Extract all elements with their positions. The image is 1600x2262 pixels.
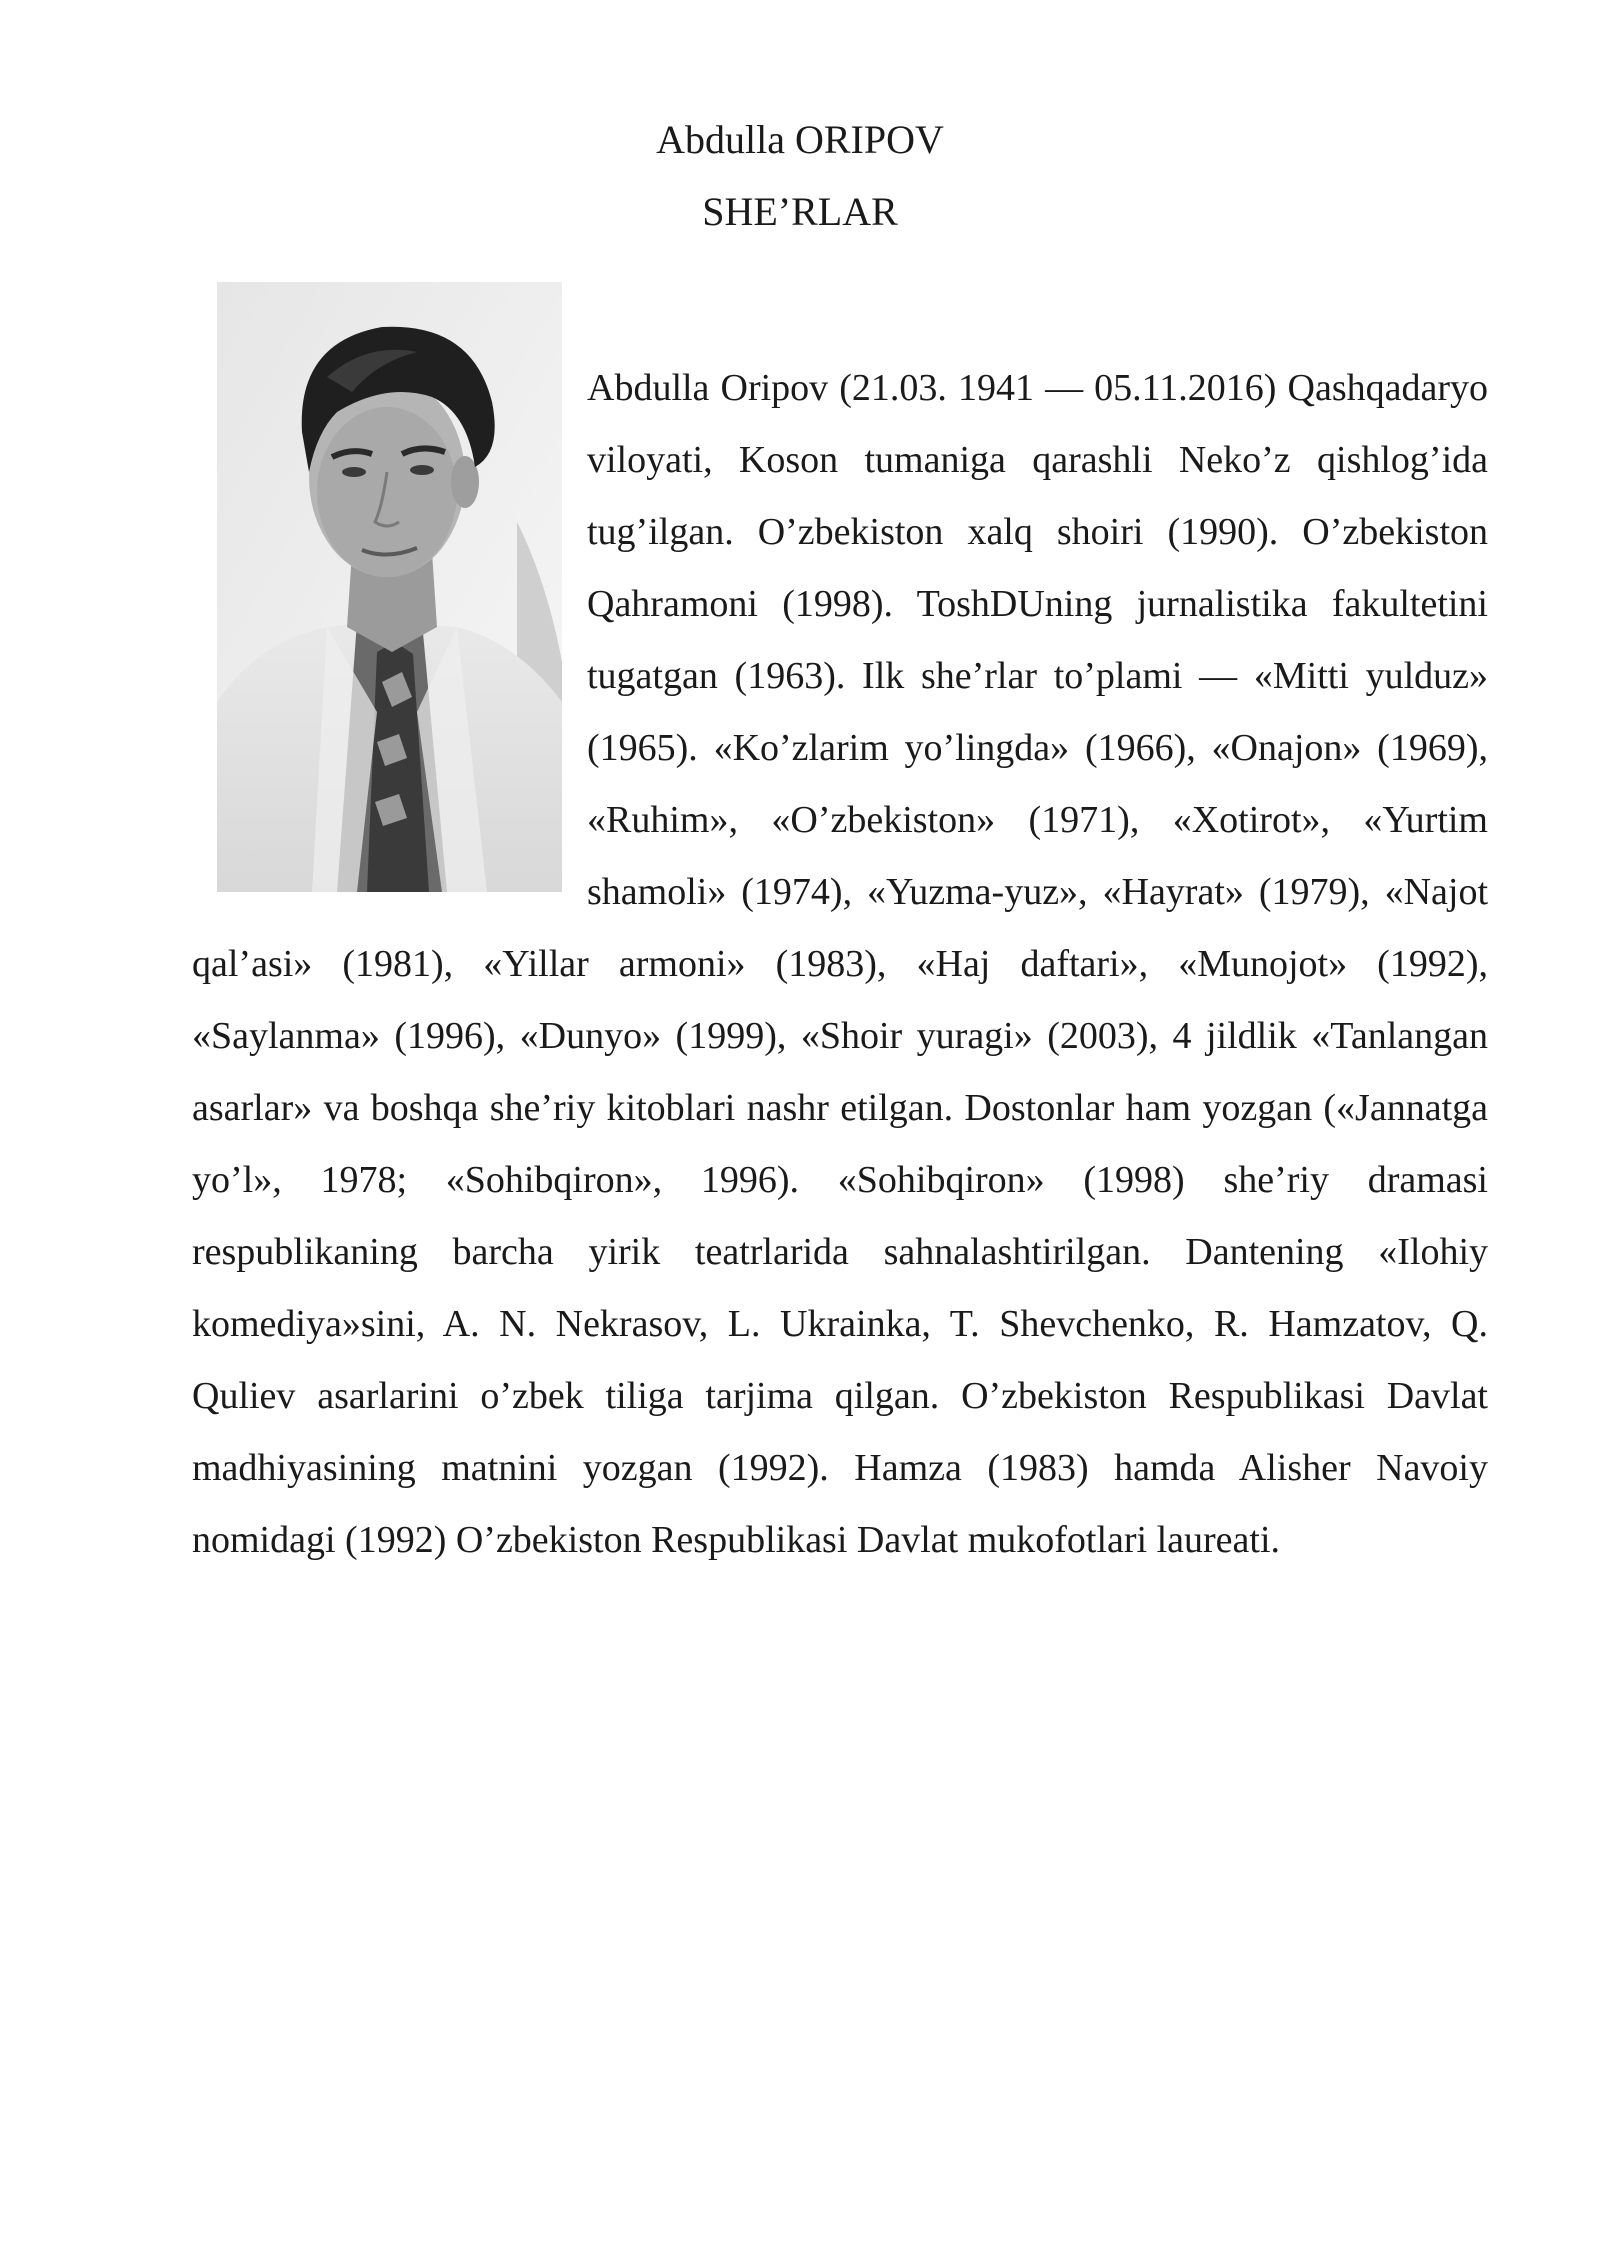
author-title: Abdulla ORIPOV [656, 117, 944, 162]
biography-paragraph [192, 352, 1488, 1576]
section-subtitle: SHE’RLAR [702, 189, 898, 234]
portrait-photo-icon [217, 282, 562, 892]
biography-text: Abdulla Oripov (21.03. 1941 — 05.11.2016) Qashqadaryo viloyati, Koson tumaniga qarashli Neko’z qishlog’ida tug’ilgan. O’zbekiston xalq shoiri (1990). O’zbekiston Qahramoni (1998). ToshDUning jurnalistika fakultetini tugatgan (1963). Ilk she’rlar to’plami — «Mitti yulduz» (1965). «Ko’zlarim yo’lingda» (1966), «Onajon» (1969), «Ruhim», «O’zbekiston» (1971), «Xotirot», «Yurtim shamoli» (1974), «Yuzma-yuz», «Hayrat» (1979), «Najot qal’asi» (1981), «Yillar armoni» (1983), «Haj daftari», «Munojot» (1992), «Saylanma» (1996), «Dunyo» (1999), «Shoir yuragi» (2003), 4 jildlik «Tanlangan asarlar» va boshqa she’riy kitoblari nashr etilgan. Dostonlar ham yozgan («Jannatga yo’l», 1978; «Sohibqiron», 1996). «Sohibqiron» (1998) she’riy dramasi respublikaning barcha yirik teatrlarida sahnalashtirilgan. Dantening «Ilohiy komediya»sini, A. N. Nekrasov, L. Ukrainka, T. Shevchenko, R. Hamzatov, Q. Quliev asarlarini o’zbek tiliga tarjima qilgan. O’zbekiston Respublikasi Davlat madhiyasining matnini yozgan (1992). Hamza (1983) hamda Alisher Navoiy nomidagi (1992) O’zbekiston Respublikasi Davlat mukofotlari laureati. [192, 367, 1488, 1561]
